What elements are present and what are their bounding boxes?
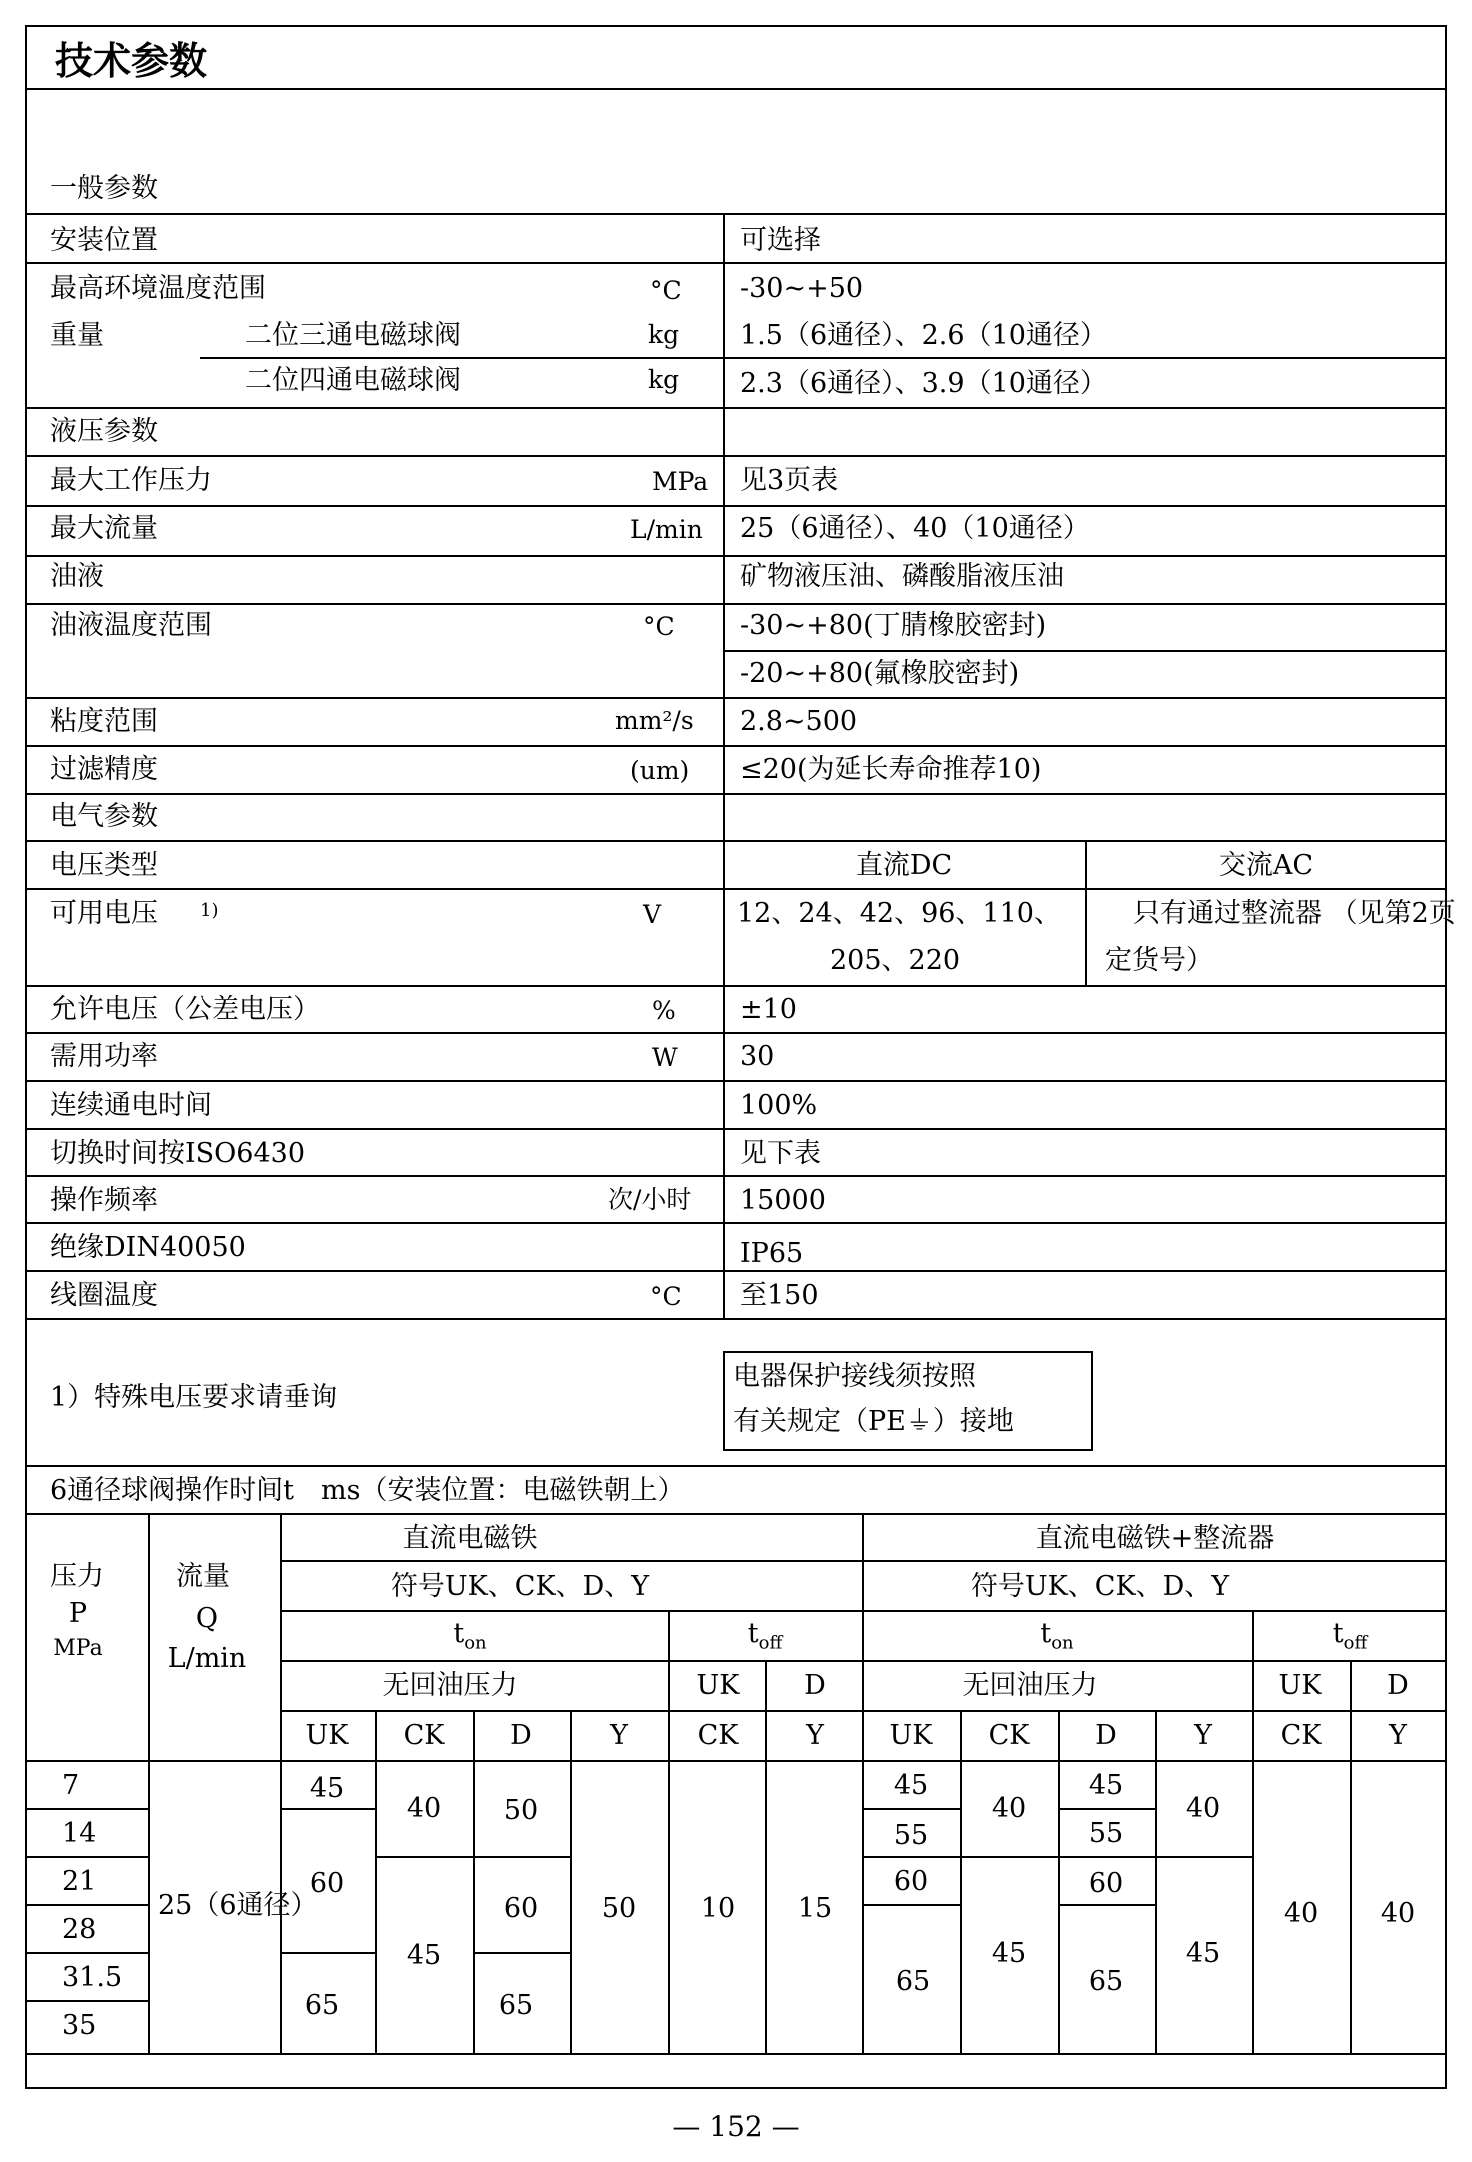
box-text: 有关规定（PE⏚）接地 [733,1406,1014,1437]
row-value: 2.8~500 [740,706,858,737]
divider [723,357,1447,359]
row-value: -30~+50 [740,273,864,304]
col-uk: UK [696,1670,740,1701]
footnote-mark: 1) [200,900,219,921]
t-off: t [1332,1618,1344,1649]
pressure-header: MPa [53,1636,103,1661]
col-uk: UK [1278,1670,1322,1701]
cell-value: 40 [991,1793,1027,1824]
divider [25,888,1447,890]
row-label: 过滤精度 [50,754,158,785]
col-divider [1252,1610,1254,2053]
row-value: 15000 [740,1185,826,1216]
divider [1058,1808,1155,1810]
col-y: Y [610,1720,628,1751]
divider [862,1904,960,1906]
row-value: 100% [740,1090,818,1121]
row-label: 油液温度范围 [50,610,212,641]
cell-value: 45 [1088,1770,1124,1801]
row-label: 最大工作压力 [50,465,212,496]
row-label: 连续通电时间 [50,1090,212,1121]
divider [25,1808,148,1810]
row-label: 油液 [50,561,104,592]
row-unit: kg [648,320,680,349]
t-on: t [453,1618,465,1649]
row-unit: (um) [630,756,690,785]
divider [25,213,1447,215]
col-ck: CK [403,1720,445,1751]
divider [473,1952,570,1954]
col-d: D [510,1720,532,1751]
cell-value: 15 [797,1893,833,1924]
col-divider [280,1513,282,2053]
col-y: Y [806,1720,824,1751]
ac-header: 交流AC [1218,850,1314,881]
cell-value: 60 [503,1893,539,1924]
symbol-header: 符号UK、CK、D、Y [970,1571,1230,1602]
col-divider [148,1513,150,2053]
pressure-value: 7 [62,1770,80,1801]
protection-note-box [723,1351,1093,1451]
divider [862,1856,960,1858]
cell-value: 60 [1088,1868,1124,1899]
col-d: D [1095,1720,1117,1751]
flow-header: Q [195,1603,219,1634]
col-ck: CK [697,1720,739,1751]
no-back-pressure: 无回油压力 [382,1670,518,1701]
divider [25,1032,1447,1034]
cell-value: 65 [895,1966,931,1997]
row-value: 只有通过整流器 （见第2页 [1133,898,1456,929]
row-unit: L/min [630,515,703,544]
row-label: 粘度范围 [50,706,158,737]
pressure-value: 14 [62,1818,97,1849]
page-number: — 152 — [672,2110,800,2143]
row-sublabel: 二位四通电磁球阀 [245,365,461,396]
row-unit: °C [650,276,682,305]
divider [25,455,1447,457]
divider [862,1808,960,1810]
row-label: 最大流量 [50,513,158,544]
symbol-header: 符号UK、CK、D、Y [390,1571,650,1602]
divider [25,88,1447,90]
cell-value: 60 [893,1866,929,1897]
row-unit: kg [648,365,680,394]
row-value: 1.5（6通径）、2.6（10通径） [740,320,1107,351]
row-label: 重量 [50,320,104,351]
divider [25,505,1447,507]
row-label: 允许电压（公差电压） [50,994,320,1025]
t-off-sub: off [758,1632,783,1654]
flow-value: 25（6通径） [158,1890,318,1921]
col-d: D [804,1670,826,1701]
cell-value: 55 [1088,1818,1124,1849]
divider [375,1856,473,1858]
divider [1058,1856,1155,1858]
group-dc: 直流电磁铁 [402,1523,538,1554]
row-label: 线圈温度 [50,1280,158,1311]
divider [25,1270,1447,1272]
divider [200,357,723,359]
divider [25,262,1447,264]
row-value: 可选择 [740,225,821,256]
col-uk: UK [305,1720,349,1751]
col-divider [375,1710,377,2053]
divider [25,793,1447,795]
section-electric: 电气参数 [50,801,158,832]
cell-value: 40 [1185,1793,1221,1824]
divider [25,603,1447,605]
divider [25,840,1447,842]
divider [25,1760,1447,1762]
row-label: 需用功率 [50,1041,158,1072]
row-unit: W [652,1043,678,1072]
cell-value: 40 [406,1793,442,1824]
t-on: t [1040,1618,1052,1649]
pressure-value: 21 [62,1866,97,1897]
row-value: 定货号） [1105,945,1213,976]
row-value: -20~+80(氟橡胶密封) [740,658,1020,689]
timing-caption: 6通径球阀操作时间t ms（安装位置：电磁铁朝上） [50,1475,685,1506]
no-back-pressure: 无回油压力 [962,1670,1098,1701]
col-divider [473,1710,475,2053]
row-value: ±10 [740,994,797,1025]
row-value: 30 [740,1041,775,1072]
divider [280,1808,375,1810]
col-divider [765,1660,767,2053]
flow-header: L/min [167,1643,247,1674]
divider [25,745,1447,747]
divider [960,1856,1058,1858]
row-label: 绝缘DIN40050 [50,1232,246,1263]
page-title: 技术参数 [55,39,208,83]
divider [25,1856,148,1858]
divider [25,555,1447,557]
col-ck: CK [1280,1720,1322,1751]
row-value: 见下表 [740,1138,821,1169]
row-unit: V [643,900,662,929]
section-hydraulic: 液压参数 [50,416,158,447]
row-value: 至150 [740,1280,819,1311]
cell-value: 45 [1185,1938,1221,1969]
pressure-value: 35 [62,2010,97,2041]
row-unit: mm²/s [615,706,694,735]
col-y: Y [1389,1720,1407,1751]
row-value: 205、220 [830,945,961,976]
col-y: Y [1194,1720,1212,1751]
col-uk: UK [889,1720,933,1751]
cell-value: 50 [503,1795,539,1826]
col-divider [1350,1660,1352,2053]
cell-value: 40 [1380,1898,1416,1929]
flow-header: 流量 [176,1561,230,1592]
row-label: 操作频率 [50,1185,158,1216]
t-on-sub: on [1051,1632,1074,1654]
t-off-sub: off [1343,1632,1368,1654]
cell-value: 65 [498,1990,534,2021]
row-unit: °C [650,1282,682,1311]
col-divider [1085,840,1087,985]
divider [25,2053,1447,2055]
pressure-value: 31.5 [62,1962,123,1993]
col-ck: CK [988,1720,1030,1751]
row-value: 见3页表 [740,465,839,496]
cell-value: 45 [991,1938,1027,1969]
row-label: 可用电压 [50,898,158,929]
divider [280,1952,375,1954]
col-d: D [1387,1670,1409,1701]
row-sublabel: 二位三通电磁球阀 [245,320,461,351]
col-divider [1058,1710,1060,2053]
row-unit: MPa [652,467,709,496]
cell-value: 50 [601,1893,637,1924]
pressure-header: P [68,1598,88,1629]
row-value: ≤20(为延长寿命推荐10) [740,754,1042,785]
row-label: 切换时间按ISO6430 [50,1138,306,1169]
footnote: 1）特殊电压要求请垂询 [50,1382,338,1413]
divider [25,1175,1447,1177]
cell-value: 45 [309,1773,345,1804]
page-frame [25,25,1447,2089]
cell-value: 55 [893,1820,929,1851]
t-on-sub: on [464,1632,487,1654]
divider [25,1904,148,1906]
cell-value: 60 [309,1868,345,1899]
divider [723,650,1447,652]
divider [25,1128,1447,1130]
divider [25,697,1447,699]
row-value: -30~+80(丁腈橡胶密封) [740,610,1047,641]
divider [25,1952,148,1954]
row-label: 最高环境温度范围 [50,273,266,304]
t-off: t [747,1618,759,1649]
row-value: 25（6通径）、40（10通径） [740,513,1090,544]
row-unit: °C [643,612,675,641]
row-value: IP65 [740,1238,804,1269]
cell-value: 65 [304,1990,340,2021]
divider [473,1856,570,1858]
col-divider [1155,1710,1157,2053]
dc-header: 直流DC [855,850,953,881]
row-label: 安装位置 [50,225,158,256]
cell-value: 40 [1283,1898,1319,1929]
row-value: 矿物液压油、磷酸脂液压油 [740,561,1064,592]
col-divider [960,1710,962,2053]
divider [1058,1904,1155,1906]
col-divider [570,1710,572,2053]
divider [25,1465,1447,1467]
cell-value: 10 [700,1893,736,1924]
divider [25,1318,1447,1320]
divider [1155,1856,1252,1858]
row-unit: 次/小时 [608,1185,692,1214]
col-divider [668,1610,670,2053]
cell-value: 45 [893,1770,929,1801]
col-divider [862,1513,864,2053]
row-label: 电压类型 [50,850,158,881]
divider [25,985,1447,987]
divider [25,407,1447,409]
group-dc-rectifier: 直流电磁铁+整流器 [1035,1523,1275,1554]
divider [25,1222,1447,1224]
box-text: 电器保护接线须按照 [733,1361,976,1392]
row-value: 12、24、42、96、110、 [737,898,1061,929]
pressure-header: 压力 [50,1561,104,1592]
divider [25,2000,148,2002]
divider [25,1080,1447,1082]
cell-value: 65 [1088,1966,1124,1997]
cell-value: 45 [406,1940,442,1971]
row-value: 2.3（6通径）、3.9（10通径） [740,368,1107,399]
section-general: 一般参数 [50,173,158,204]
row-unit: % [652,996,676,1025]
pressure-value: 28 [62,1914,97,1945]
divider [25,1513,1447,1515]
col-divider [723,213,725,1318]
